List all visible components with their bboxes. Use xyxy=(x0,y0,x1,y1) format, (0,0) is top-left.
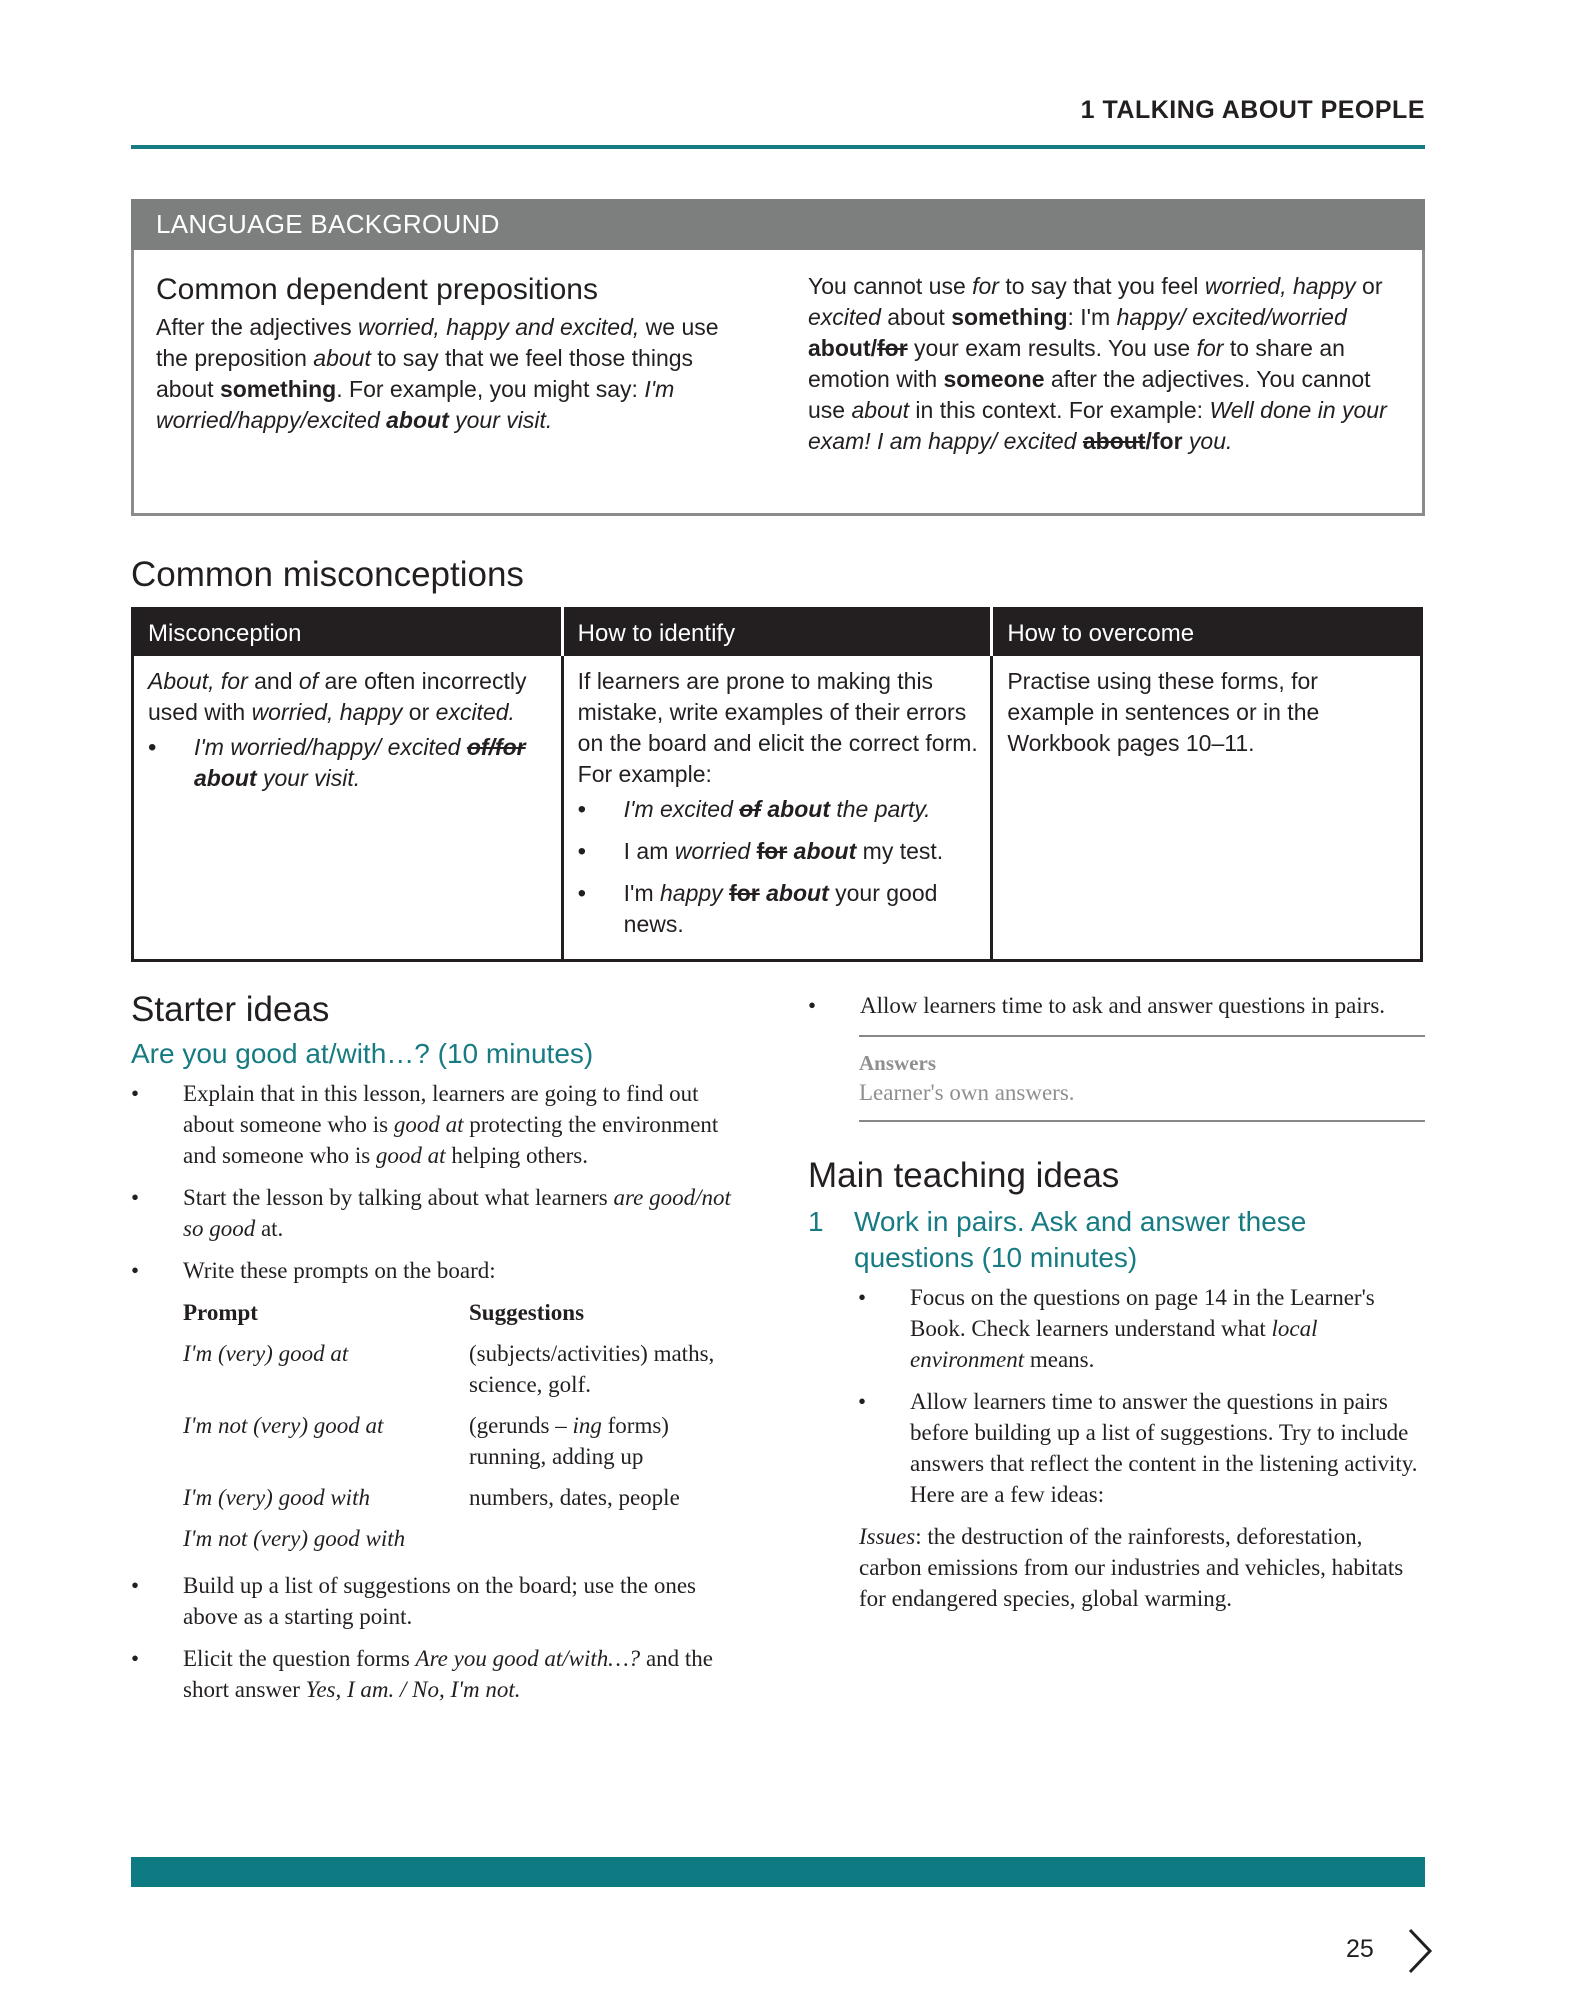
text-run: your visit. xyxy=(448,407,553,433)
overcome-cell xyxy=(992,656,1422,961)
text-run: something xyxy=(219,376,337,402)
text-run: about xyxy=(787,838,857,864)
list-item xyxy=(131,1570,741,1632)
text-run: for xyxy=(1196,335,1224,361)
column-header: How to overcome xyxy=(992,609,1422,657)
text-run: Yes, I am. / No, I'm not. xyxy=(305,1677,521,1702)
text-run: Write these prompts on the board: xyxy=(183,1258,496,1283)
text-run: Build up a list of suggestions on the board; use the ones above as a starting point. xyxy=(183,1573,696,1629)
text-run: are often incorrectly used with xyxy=(148,668,527,725)
text-run: to say that we feel those things about xyxy=(156,345,694,402)
text-run: happy/ excited/worried xyxy=(1116,304,1347,330)
text-run: Well done in your exam! I am happy/ excited xyxy=(808,397,1387,454)
bullet-list xyxy=(578,794,979,940)
page-number: 25 xyxy=(1346,1935,1374,1963)
list-item xyxy=(858,1282,1425,1375)
prompt-row xyxy=(183,1482,741,1523)
text-run: /for xyxy=(1145,428,1183,454)
misconceptions-title: Common misconceptions xyxy=(131,555,524,594)
right-column xyxy=(808,990,1425,1614)
answers-text: Learner's own answers. xyxy=(859,1080,1075,1105)
text-run: means. xyxy=(1024,1347,1095,1372)
text-run: for xyxy=(729,880,760,906)
activity-number: 1 xyxy=(808,1206,824,1237)
text-run: and the short answer xyxy=(183,1646,713,1702)
text-run: Focus on the questions on page 14 in the Learner's Book. Check learners understand what xyxy=(910,1285,1375,1341)
identify-cell xyxy=(562,656,992,961)
text-run: good at xyxy=(375,1143,446,1168)
column-header: How to identify xyxy=(562,609,992,657)
main-activity-heading xyxy=(808,1204,1425,1276)
text-run: worried, happy xyxy=(1204,273,1356,299)
text-run: excited. xyxy=(435,699,515,725)
suggestion-cell xyxy=(469,1338,741,1410)
text-run: about/ xyxy=(808,335,877,361)
prompt-cell: I'm (very) good at xyxy=(183,1341,349,1366)
list-item xyxy=(578,794,979,825)
text-run: of/for xyxy=(466,734,526,760)
text-run: or xyxy=(1355,273,1383,299)
text-run: your good news. xyxy=(623,880,938,937)
text-run: of xyxy=(739,796,761,822)
text-run: worried, happy and excited, xyxy=(358,314,640,340)
text-run: the party. xyxy=(829,796,931,822)
text-run: helping others. xyxy=(445,1143,589,1168)
text-run: or xyxy=(402,699,436,725)
text-run: local environment xyxy=(910,1316,1318,1372)
text-run: and xyxy=(247,668,299,694)
text-run: you. xyxy=(1182,428,1233,454)
text-run: to say that you feel xyxy=(998,273,1205,299)
text-run: . For example, you might say: xyxy=(336,376,645,402)
list-item xyxy=(858,1386,1425,1510)
language-background-right-text xyxy=(808,271,1408,457)
text-run: are good/not so good xyxy=(183,1185,731,1241)
text-run: forms) running, adding up xyxy=(469,1413,669,1469)
answers-box xyxy=(859,1049,1425,1108)
text-run: protecting the environment and someone who is xyxy=(183,1112,719,1168)
prompt-table xyxy=(183,1297,741,1564)
text-run: excited xyxy=(808,304,881,330)
text-run: about xyxy=(880,304,952,330)
suggestion-cell xyxy=(469,1523,741,1564)
text-run: someone xyxy=(943,366,1045,392)
text-run: your exam results. You use xyxy=(907,335,1197,361)
text-run: for xyxy=(877,335,908,361)
list-item xyxy=(578,836,979,867)
main-teaching-title: Main teaching ideas xyxy=(808,1156,1120,1195)
bullet-list xyxy=(148,732,549,794)
list-item xyxy=(148,732,549,794)
text-run: worried, happy xyxy=(251,699,403,725)
text-run: about xyxy=(313,345,371,371)
header-rule xyxy=(131,145,1425,149)
starter-bullets xyxy=(131,1078,741,1286)
starter-ideas-title: Starter ideas xyxy=(131,990,330,1029)
text-run: Practise using these forms, for example in sentences or in the Workbook pages 10–11. xyxy=(1007,668,1320,756)
text-run: You cannot use xyxy=(808,273,973,299)
text-run: about xyxy=(386,407,449,433)
text-run: Are you good at/with…? xyxy=(415,1646,641,1671)
text-run: numbers, dates, people xyxy=(469,1485,680,1510)
prompt-header: Prompt xyxy=(183,1300,258,1325)
text-run: for xyxy=(756,838,788,864)
misconception-cell xyxy=(133,656,563,961)
text-run: About, for xyxy=(148,668,248,694)
text-run: about xyxy=(1082,428,1146,454)
text-run: about xyxy=(759,880,829,906)
prompt-cell: I'm not (very) good at xyxy=(183,1413,384,1438)
suggestion-cell xyxy=(469,1482,741,1523)
prompt-row xyxy=(183,1523,741,1564)
text-run: I am xyxy=(623,838,675,864)
cell-text xyxy=(578,666,979,790)
text-run: I'm worried/happy/ excited xyxy=(194,734,467,760)
prompt-row xyxy=(183,1410,741,1482)
table-row xyxy=(133,656,1422,961)
issues-text xyxy=(859,1521,1425,1614)
language-background-title: Common dependent prepositions xyxy=(156,273,598,306)
text-run: I'm excited xyxy=(623,796,740,822)
main-activity-title: Work in pairs. Ask and answer these questions (10 minutes) xyxy=(854,1206,1307,1273)
starter-activity-title: Are you good at/with…? (10 minutes) xyxy=(131,1038,594,1069)
text-run: something xyxy=(951,304,1068,330)
text-run: to share an emotion with xyxy=(808,335,1345,392)
cell-text xyxy=(148,666,549,728)
cell-text xyxy=(1007,666,1408,759)
suggestions-header: Suggestions xyxy=(469,1300,585,1325)
list-item xyxy=(131,1078,741,1171)
main-bullets xyxy=(858,1282,1425,1510)
chevron-right-icon[interactable] xyxy=(1405,1927,1435,1975)
text-run: at. xyxy=(255,1216,284,1241)
prompt-cell: I'm (very) good with xyxy=(183,1485,370,1510)
list-item xyxy=(578,878,979,940)
prompt-row xyxy=(183,1338,741,1410)
text-run: ing xyxy=(572,1413,602,1438)
text-run: for xyxy=(972,273,999,299)
column-header: Misconception xyxy=(133,609,563,657)
text-run: Allow learners time to ask and answer questions in pairs. xyxy=(860,993,1386,1018)
running-head: 1 TALKING ABOUT PEOPLE xyxy=(1080,96,1425,124)
language-background-left xyxy=(156,270,756,436)
list-item xyxy=(131,1643,741,1705)
text-run: your visit. xyxy=(256,765,361,791)
text-run: Start the lesson by talking about what learners xyxy=(183,1185,614,1210)
text-run: in this context. For example: xyxy=(909,397,1210,423)
text-run: Explain that in this lesson, learners are going to find out about someone who is xyxy=(183,1081,699,1137)
suggestion-cell xyxy=(469,1410,741,1482)
text-run: Issues xyxy=(859,1524,916,1549)
text-run: of xyxy=(298,668,319,694)
text-run: about xyxy=(851,397,910,423)
divider xyxy=(859,1035,1425,1037)
starter-bullets-more xyxy=(131,1570,741,1705)
text-run: (subjects/activities) maths, science, golf. xyxy=(469,1341,715,1397)
misconceptions-table xyxy=(131,607,1423,962)
text-run: about xyxy=(760,796,830,822)
list-item xyxy=(808,990,1425,1021)
text-run: after the adjectives. You cannot use xyxy=(808,366,1371,423)
footer-bar xyxy=(131,1857,1425,1887)
text-run: (gerunds – xyxy=(469,1413,573,1438)
text-run: I'm worried/happy/excited xyxy=(156,376,675,433)
text-run: happy xyxy=(660,880,730,906)
text-run: I'm xyxy=(623,880,660,906)
list-item xyxy=(131,1255,741,1286)
text-run: good at xyxy=(393,1112,464,1137)
language-background-left-text xyxy=(156,312,756,436)
text-run: Elicit the question forms xyxy=(183,1646,416,1671)
divider xyxy=(859,1120,1425,1122)
list-item xyxy=(131,1182,741,1244)
prompt-cell: I'm not (very) good with xyxy=(183,1526,406,1551)
language-background-header: LANGUAGE BACKGROUND xyxy=(131,199,1425,250)
text-run: After the adjectives xyxy=(156,314,358,340)
text-run: : the destruction of the rainforests, deforestation, carbon emissions from our industries and vehicles, habitats for endangered species, global warming. xyxy=(859,1524,1404,1611)
text-run: we use the preposition xyxy=(156,314,719,371)
starter-bullets-continued xyxy=(808,990,1425,1021)
text-run: about xyxy=(194,765,257,791)
answers-label: Answers xyxy=(859,1051,936,1075)
table-header-row xyxy=(133,609,1422,657)
text-run: : I'm xyxy=(1067,304,1117,330)
starter-ideas-section xyxy=(131,990,741,1716)
text-run: If learners are prone to making this mistake, write examples of their errors on the board and elicit the correct form. For example: xyxy=(577,668,978,787)
text-run: Allow learners time to answer the questions in pairs before building up a list of suggestions. Try to include answers that reflect the content in the listening activity. Here are a few ideas: xyxy=(910,1389,1418,1507)
text-run: worried xyxy=(674,838,757,864)
text-run: my test. xyxy=(856,838,944,864)
